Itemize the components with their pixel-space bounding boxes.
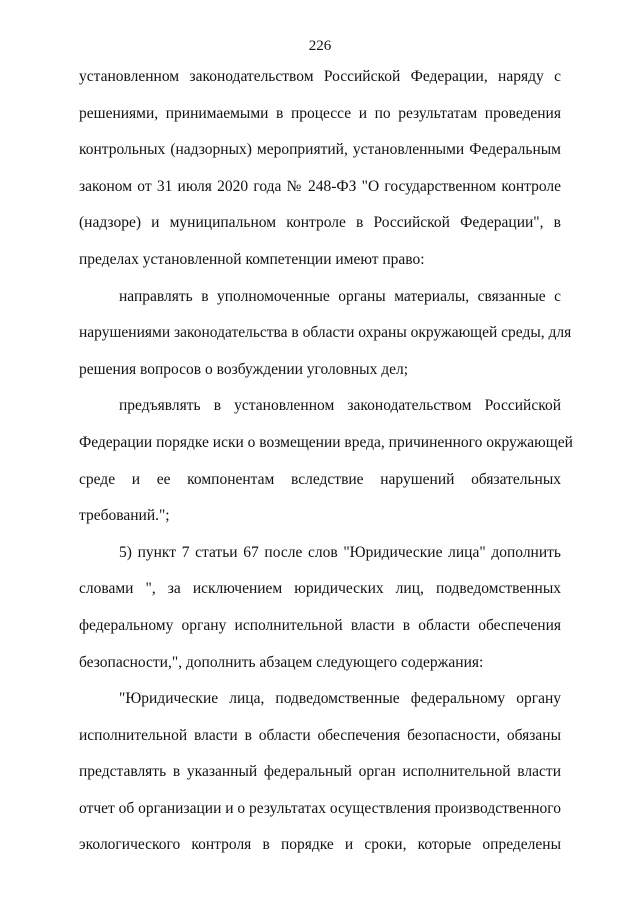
text-line: установленном законодательством Российской Федерации, наряду с: [79, 68, 561, 85]
text-line: 5) пункт 7 статьи 67 после слов "Юридические лица" дополнить: [119, 543, 561, 561]
page-number: 226: [308, 38, 332, 54]
text-line: решения вопросов о возбуждении уголовных дел;: [79, 360, 409, 378]
text-line: пределах установленной компетенции имеют право:: [79, 250, 425, 268]
text-line: федеральному органу исполнительной власти в области обеспечения: [79, 616, 561, 634]
text-line: отчет об организации и о результатах осуществления производственного: [79, 799, 562, 817]
text-line: направлять в уполномоченные органы материалы, связанные с: [119, 287, 561, 305]
text-line: среде и ее компонентам вследствие нарушений обязательных: [79, 470, 561, 488]
text-line: Федерации порядке иски о возмещении вреда, причиненного окружающей: [79, 433, 573, 451]
text-line: экологического контроля в порядке и сроки, которые определены: [79, 836, 561, 854]
text-line: безопасности,", дополнить абзацем следующего содержания:: [79, 653, 484, 671]
paragraph: [79, 388, 573, 534]
text-line: "Юридические лица, подведомственные федеральному органу: [119, 690, 561, 708]
text-line: словами ", за исключением юридических лиц, подведомственных: [79, 580, 561, 598]
text-line: представлять в указанный федеральный орган исполнительной власти: [79, 763, 561, 781]
text-line: решениями, принимаемыми в процессе и по результатам проведения: [79, 104, 561, 122]
paragraph: [79, 279, 572, 389]
paragraph: [79, 59, 561, 279]
text-line: исполнительной власти в области обеспечения безопасности, обязаны: [79, 726, 561, 744]
paragraph: [79, 535, 561, 681]
paragraph: [79, 681, 561, 864]
text-line: контрольных (надзорных) мероприятий, установленными Федеральным: [79, 141, 561, 159]
text-line: требований.";: [79, 507, 170, 525]
document-body: [79, 59, 573, 864]
text-line: предъявлять в установленном законодательством Российской: [119, 397, 561, 415]
text-line: (надзоре) и муниципальном контроле в Российской Федерации", в: [79, 214, 561, 232]
text-line: нарушениями законодательства в области охраны окружающей среды, для: [79, 324, 572, 342]
text-line: законом от 31 июля 2020 года № 248-ФЗ "О государственном контроле: [79, 177, 561, 195]
